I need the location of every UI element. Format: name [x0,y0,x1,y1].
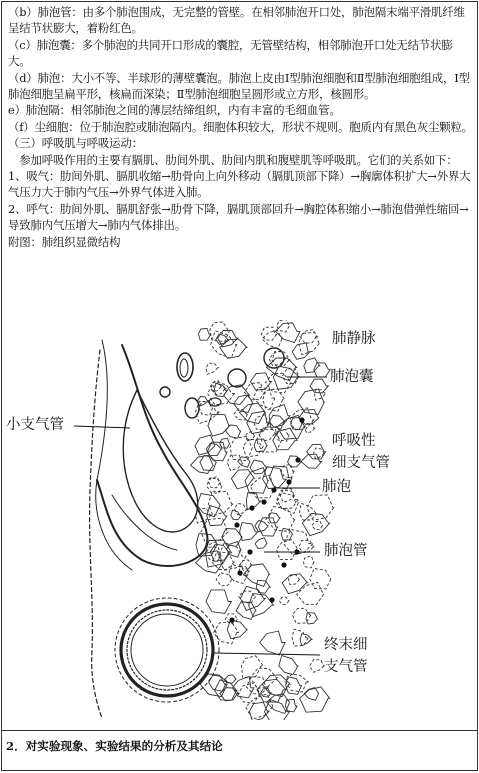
cell-nucleus [247,549,252,554]
alveolus-outline [208,414,230,436]
paragraph-inhalation: 1、吸气：肋间外肌、膈肌收缩→肋骨向上向外移动（膈肌顶部下降）→胸廓体积扩大→外界大气压力大于肺内气压→外界气体进入肺。 [8,169,471,200]
alveolus-outline [300,687,330,712]
alveolus-outline [235,503,248,514]
label-alveolus: 肺泡 [322,479,351,495]
cell-nucleus [234,522,239,527]
cell-nucleus [295,457,300,462]
alveolus-outline [216,334,228,344]
alveolus-outline [246,677,268,694]
leader-line-bronchiole [74,426,130,428]
alveolus-outline [247,411,270,433]
paragraph-respiratory-muscles: 参加呼吸作用的主要有膈肌、肋间外肌、肋间内肌和腹壁肌等呼吸肌。它们的关系如下： [8,152,458,167]
alveolus-outline [304,358,320,373]
alveolus-outline [301,454,322,468]
alveolus-outline [312,521,323,530]
alveolus-outline [279,655,298,674]
terminal-bronchiole-ring [121,604,213,696]
cell-nucleus [237,570,242,575]
bronchiole-lumen [123,390,197,532]
alveolus-outline [277,540,298,560]
lung-histology-figure [2,320,479,720]
alveolus-outline [281,528,292,540]
alveolus-outline [198,328,210,340]
alveolus-outline [195,435,215,455]
lung-tissue-drawing [2,320,479,720]
alveolus-outline [261,327,276,340]
alveolus-outline [266,507,295,532]
label-terminal-bronchiole-line2: 支气管 [324,659,368,675]
alveolus-outline [231,470,254,489]
body-text [8,4,474,250]
section-heading-analysis: 2．对实验现象、实验结果的分析及其结论 [6,739,223,753]
alveolus-outline [303,556,314,568]
alveolus-outline [208,491,233,515]
alveolus-outline [300,634,312,646]
vessel-cross-section [180,359,188,377]
figure-caption: 附图：肺组织显微结构 [8,234,121,249]
alveolus-outline [282,369,299,384]
alveolus-outline [277,320,290,332]
label-terminal-bronchiole-line1: 终末细 [324,637,368,653]
label-respiratory-bronchiole-line2: 细支气管 [332,455,390,471]
cell-nucleus [271,487,276,492]
section-heading-respiratory-muscles: （三）呼吸肌与呼吸运动： [8,136,143,151]
alveolus-outline [244,383,264,400]
paragraph-alveolar-duct: （b）肺泡管：由多个肺泡围成，无完整的管壁。在相邻肺泡开口处，肺泡隔末端平滑肌纤维呈结节状膨大，着粉红色。 [8,5,465,36]
bronchiole-wall [97,345,207,566]
alveolus-outline [300,330,317,344]
alveolus-outline [240,586,265,610]
alveolus-outline [255,520,268,531]
alveolus-outline [275,323,300,343]
cell-nucleus [281,562,286,567]
alveolus-outline [216,573,233,586]
label-alveolar-sac: 肺泡囊 [330,369,374,385]
alveolus-outline [306,613,318,624]
cell-nucleus [299,417,304,422]
alveolus-outline [206,590,231,614]
alveolus-outline [227,620,247,639]
cell-nucleus [261,499,266,504]
alveolus-outline [238,683,260,704]
cell-nucleus [249,505,254,510]
document-page [1,1,478,771]
alveolus-outline [257,679,286,702]
label-respiratory-bronchiole-line1: 呼吸性 [332,433,376,449]
alveolus-outline [206,363,218,374]
alveolus-outline [260,631,285,655]
alveolus-outline [292,608,310,623]
alveolus-outline [279,597,289,604]
alveolus-outline [285,700,297,712]
alveolus-outline [302,513,329,535]
paragraph-exhalation: 2、呼气：肋间外肌、膈肌舒张→肋骨下降，膈肌顶部回升→胸腔体积缩小→肺泡借弹性缩回→导致肺内气压增大→肺内气体排出。 [8,201,469,233]
vessel-cross-section [228,369,246,387]
alveolus-outline [297,582,324,604]
vessel-cross-section [160,387,170,397]
alveolus-outline [200,455,216,470]
paragraph-alveolus: （d）肺泡：大小不等、半球形的薄壁囊泡。肺泡上皮由Ⅰ型肺泡细胞和Ⅱ型肺泡细胞组成，Ⅰ型肺泡细胞呈扁平形，核扁而深染；Ⅱ型肺泡细胞呈圆形或立方形，核圆形。 [8,70,470,102]
cell-nucleus [269,597,274,602]
alveolus-outline [288,575,299,585]
cell-nucleus [229,617,234,622]
label-bronchiole: 小支气管 [6,417,64,433]
paragraph-dust-cell: （f）尘细胞：位于肺泡腔或肺泡隔内。细胞体积较大，形状不规则。胞质内有黑色灰尘颗粒。 [8,119,473,134]
alveolus-outline [224,385,250,405]
alveolus-outline [299,540,314,552]
alveolus-outline [310,660,324,673]
leader-line-terminal-bronchiole [214,653,320,655]
paragraph-alveolar-sac: （c）肺泡囊：多个肺泡的共同开口形成的囊腔，无管壁结构，相邻肺泡开口处无结节状膨大。 [8,37,453,69]
cell-nucleus [286,479,291,484]
alveolus-outline [246,694,274,719]
label-pulmonary-vein: 肺静脉 [332,331,376,347]
footer-divider [2,730,477,731]
alveolus-outline [255,538,267,549]
alveolus-outline [226,425,241,438]
alveolus-outline [220,438,230,448]
label-alveolar-duct: 肺泡管 [324,543,368,559]
paragraph-alveolar-septum: e）肺泡隔：相邻肺泡之间的薄层结缔组织，内有丰富的毛细血管。 [8,103,341,118]
alveolus-outline [314,363,330,377]
alveolus-outline [214,622,239,644]
alveolus-outline [258,518,277,536]
alveolus-outline [262,331,282,349]
alveolus-outline [261,689,271,698]
alveolus-outline [310,569,331,589]
